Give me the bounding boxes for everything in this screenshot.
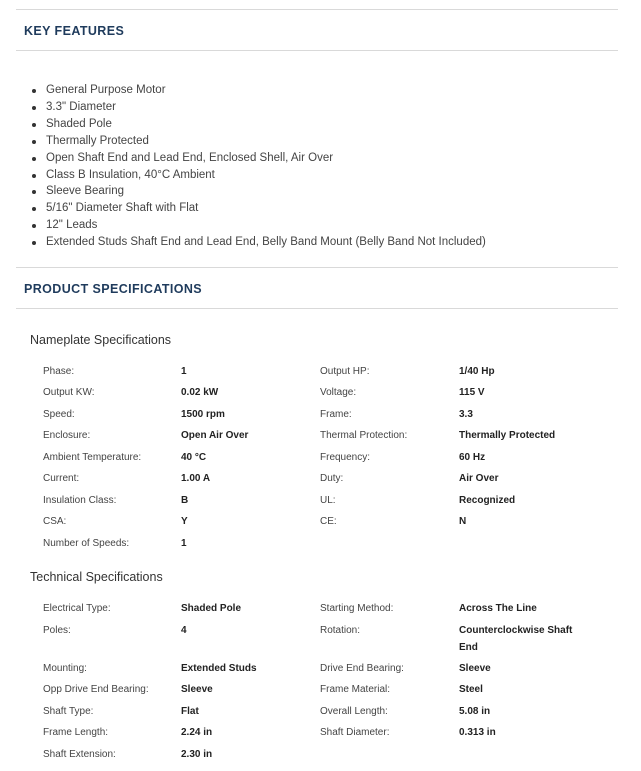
spec-label: Number of Speeds: xyxy=(43,538,130,549)
spec-label: Output KW: xyxy=(43,387,95,398)
spec-value: Y xyxy=(181,516,188,527)
spec-value: 2.30 in xyxy=(181,749,213,760)
key-features-list xyxy=(32,82,486,251)
technical-specifications-heading: Technical Specifications xyxy=(30,570,163,584)
spec-value: B xyxy=(181,495,189,506)
spec-label: Electrical Type: xyxy=(43,603,111,614)
spec-value: Counterclockwise Shaft End xyxy=(459,625,573,653)
spec-value: Air Over xyxy=(459,473,499,484)
feature-item: 3.3" Diameter xyxy=(32,99,486,116)
spec-label: Shaft Type: xyxy=(43,706,94,717)
spec-label: Current: xyxy=(43,473,80,484)
spec-label: Shaft Diameter: xyxy=(320,727,390,738)
feature-item: Shaded Pole xyxy=(32,116,486,133)
spec-label: CE: xyxy=(320,516,337,527)
spec-label: Frequency: xyxy=(320,452,371,463)
spec-value: N xyxy=(459,516,467,527)
spec-label: Shaft Extension: xyxy=(43,749,116,760)
spec-label: Poles: xyxy=(43,625,71,636)
nameplate-specifications-heading: Nameplate Specifications xyxy=(30,333,172,347)
spec-label: Mounting: xyxy=(43,663,87,674)
spec-value: 4 xyxy=(181,625,187,636)
key-features-heading: KEY FEATURES xyxy=(24,24,125,38)
spec-label: Thermal Protection: xyxy=(320,430,408,441)
spec-value: Sleeve xyxy=(459,663,491,674)
spec-value: Extended Studs xyxy=(181,663,257,674)
spec-value: 5.08 in xyxy=(459,706,491,717)
specs-divider xyxy=(16,308,618,309)
spec-label: Starting Method: xyxy=(320,603,394,614)
spec-label: Frame: xyxy=(320,409,352,420)
spec-value: 1.00 A xyxy=(181,473,211,484)
feature-item: Class B Insulation, 40°C Ambient xyxy=(32,167,486,184)
spec-value: Shaded Pole xyxy=(181,603,242,614)
spec-value: 1 xyxy=(181,366,187,377)
spec-label: Insulation Class: xyxy=(43,495,117,506)
spec-label: Overall Length: xyxy=(320,706,388,717)
spec-label: Opp Drive End Bearing: xyxy=(43,684,149,695)
feature-item: Extended Studs Shaft End and Lead End, Belly Band Mount (Belly Band Not Included) xyxy=(32,234,486,251)
spec-value: 3.3 xyxy=(459,409,473,420)
spec-value: Steel xyxy=(459,684,483,695)
spec-value: 60 Hz xyxy=(459,452,486,463)
spec-value: Open Air Over xyxy=(181,430,249,441)
feature-item: Thermally Protected xyxy=(32,133,486,150)
feature-item: 12" Leads xyxy=(32,217,486,234)
spec-value: 0.02 kW xyxy=(181,387,219,398)
spec-value: 2.24 in xyxy=(181,727,213,738)
feature-item: Open Shaft End and Lead End, Enclosed Shell, Air Over xyxy=(32,150,486,167)
feature-item: General Purpose Motor xyxy=(32,82,486,99)
spec-value: Flat xyxy=(181,706,199,717)
product-specifications-heading: PRODUCT SPECIFICATIONS xyxy=(24,282,203,296)
spec-label: Ambient Temperature: xyxy=(43,452,142,463)
spec-value: 0.313 in xyxy=(459,727,496,738)
spec-label: CSA: xyxy=(43,516,67,527)
spec-value: 115 V xyxy=(459,387,485,398)
spec-label: Rotation: xyxy=(320,625,361,636)
spec-value: Thermally Protected xyxy=(459,430,556,441)
spec-value: 40 °C xyxy=(181,452,207,463)
spec-value: 1 xyxy=(181,538,187,549)
spec-value: 1/40 Hp xyxy=(459,366,495,377)
spec-value: 1500 rpm xyxy=(181,409,225,420)
spec-label: Voltage: xyxy=(320,387,357,398)
spec-value: Sleeve xyxy=(181,684,213,695)
specs-top-divider xyxy=(16,267,618,268)
spec-label: Frame Material: xyxy=(320,684,391,695)
feature-item: 5/16" Diameter Shaft with Flat xyxy=(32,200,486,217)
spec-label: Output HP: xyxy=(320,366,370,377)
spec-label: Drive End Bearing: xyxy=(320,663,404,674)
spec-value: Across The Line xyxy=(459,603,537,614)
top-divider xyxy=(16,9,618,10)
spec-label: Speed: xyxy=(43,409,75,420)
spec-label: Phase: xyxy=(43,366,75,377)
spec-value: Recognized xyxy=(459,495,516,506)
spec-label: UL: xyxy=(320,495,336,506)
spec-label: Frame Length: xyxy=(43,727,109,738)
key-features-divider xyxy=(16,50,618,51)
feature-item: Sleeve Bearing xyxy=(32,183,486,200)
spec-label: Enclosure: xyxy=(43,430,91,441)
spec-label: Duty: xyxy=(320,473,344,484)
